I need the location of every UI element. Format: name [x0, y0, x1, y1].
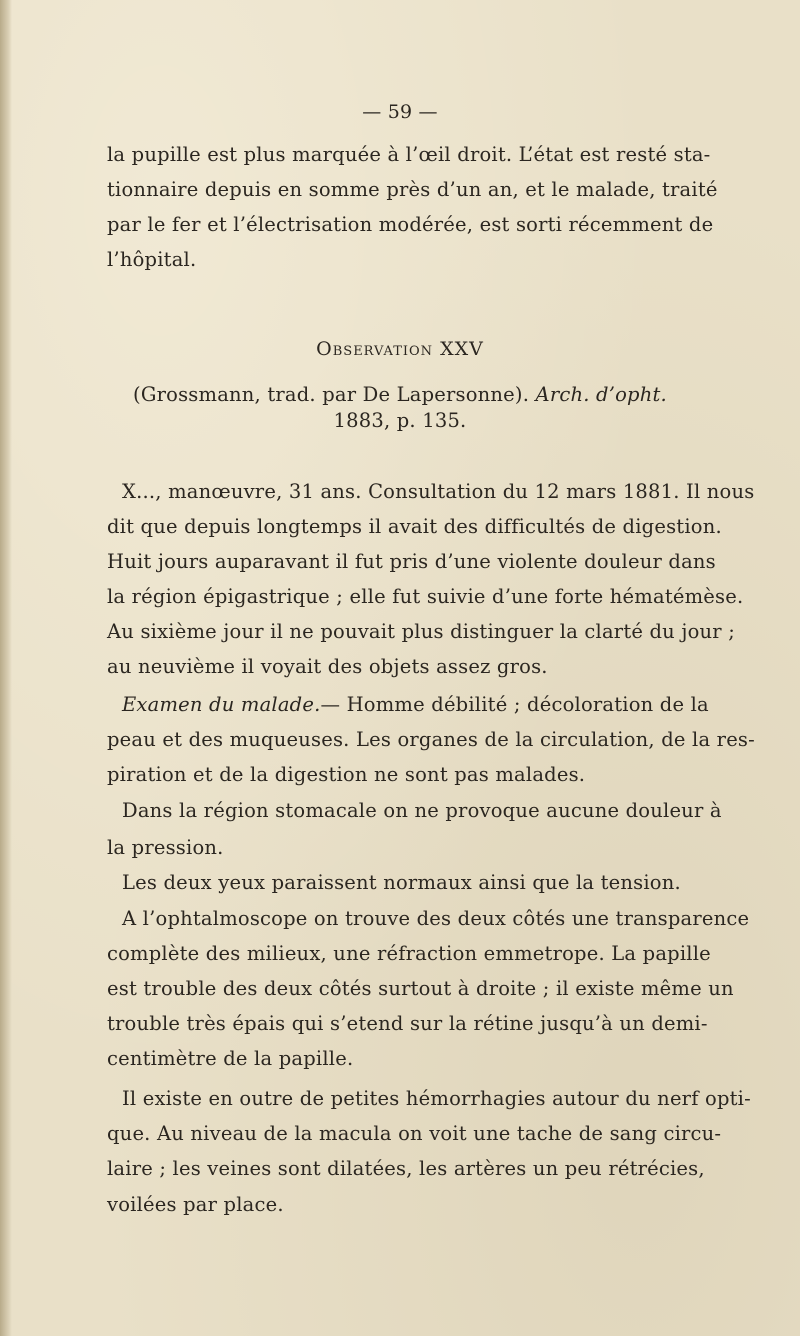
- examen-text: — Homme débilité ; décoloration de la: [320, 693, 709, 716]
- paragraph-line: Huit jours auparavant il fut pris d’une violente douleur dans: [107, 550, 716, 573]
- paragraph-line: l’hôpital.: [107, 248, 197, 271]
- paragraph-line: Au sixième jour il ne pouvait plus distinguer la clarté du jour ;: [107, 620, 735, 643]
- page-number: — 59 —: [362, 101, 438, 123]
- paragraph-line: Il existe en outre de petites hémorrhagies autour du nerf opti-: [122, 1087, 751, 1110]
- paragraph-line: Dans la région stomacale on ne provoque aucune douleur à: [122, 799, 722, 822]
- paragraph-line: X..., manœuvre, 31 ans. Consultation du 12 mars 1881. Il nous: [122, 480, 755, 503]
- paragraph-line: la région épigastrique ; elle fut suivie d’une forte hématémèse.: [107, 585, 744, 608]
- examen-line: [122, 693, 709, 717]
- paragraph-line: tionnaire depuis en somme près d’un an, et le malade, traité: [107, 178, 718, 201]
- paragraph-line: la pression.: [107, 836, 224, 859]
- paragraph-line: trouble très épais qui s’etend sur la rétine jusqu’à un demi-: [107, 1012, 708, 1035]
- paragraph-line: A l’ophtalmoscope on trouve des deux côtés une transparence: [122, 907, 750, 930]
- source-journal: Arch. d’opht.: [535, 383, 667, 406]
- observation-heading: Observation XXV: [316, 338, 484, 360]
- paragraph-line: piration et de la digestion ne sont pas malades.: [107, 763, 586, 786]
- examen-label: Examen du malade.: [122, 693, 321, 716]
- paragraph-line: centimètre de la papille.: [107, 1047, 354, 1070]
- paragraph-line: Les deux yeux paraissent normaux ainsi que la tension.: [122, 871, 681, 894]
- paragraph-line: par le fer et l’électrisation modérée, est sorti récemment de: [107, 213, 714, 236]
- paragraph-line: la pupille est plus marquée à l’œil droit. L’état est resté sta-: [107, 143, 711, 166]
- page-binding-edge: [0, 0, 12, 1336]
- paragraph-line: que. Au niveau de la macula on voit une tache de sang circu-: [107, 1122, 722, 1145]
- paragraph-line: au neuvième il voyait des objets assez gros.: [107, 655, 548, 678]
- paragraph-line: dit que depuis longtemps il avait des difficultés de digestion.: [107, 515, 722, 538]
- paragraph-line: voilées par place.: [107, 1193, 284, 1216]
- paragraph-line: peau et des muqueuses. Les organes de la circulation, de la res-: [107, 728, 755, 751]
- paragraph-line: laire ; les veines sont dilatées, les artères un peu rétrécies,: [107, 1157, 705, 1180]
- paragraph-line: complète des milieux, une réfraction emmetrope. La papille: [107, 942, 711, 965]
- paragraph-line: est trouble des deux côtés surtout à droite ; il existe même un: [107, 977, 734, 1000]
- source-authors: (Grossmann, trad. par De Lapersonne).: [133, 383, 530, 406]
- observation-source-line: [0, 383, 800, 407]
- observation-source-date: 1883, p. 135.: [333, 409, 467, 432]
